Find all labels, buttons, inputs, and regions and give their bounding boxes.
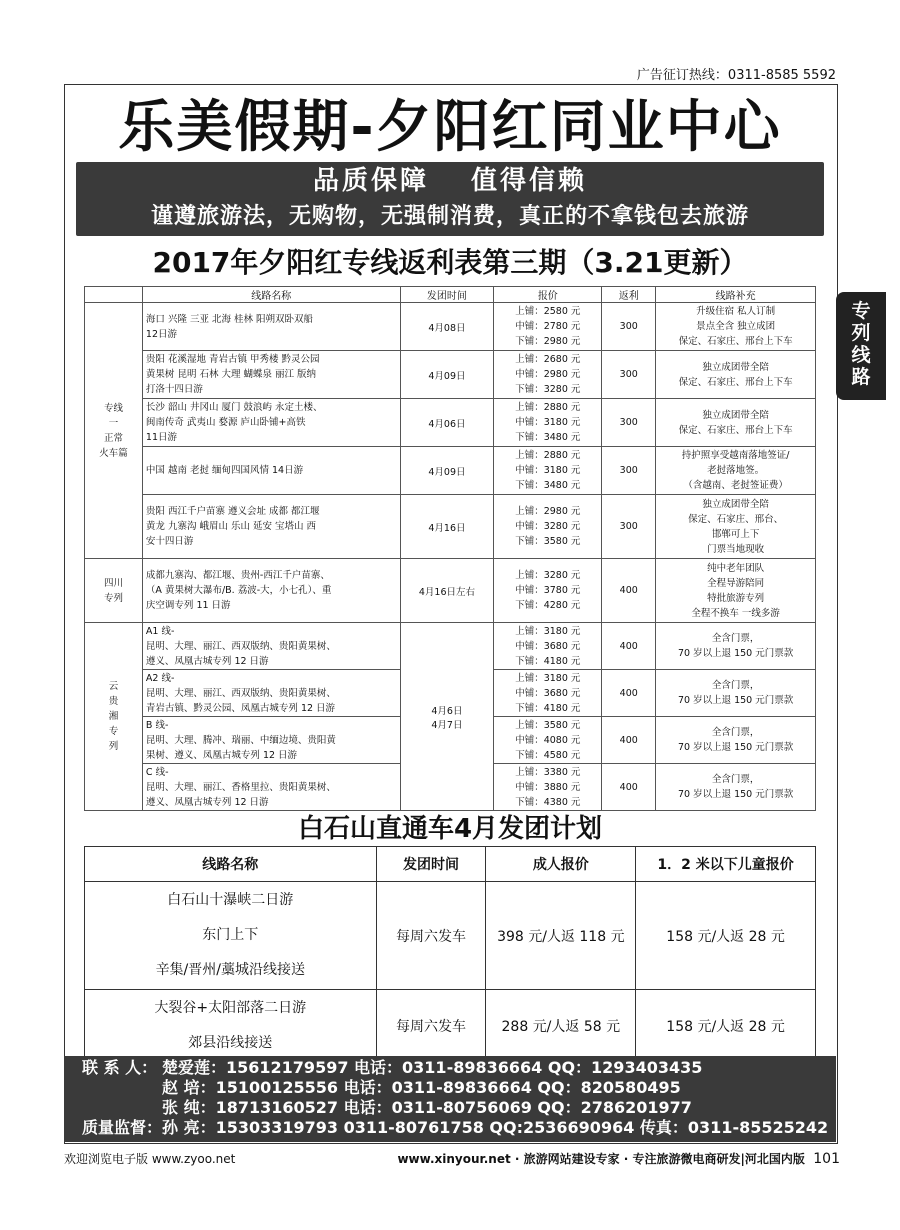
table-row	[85, 990, 816, 1063]
table-row	[85, 351, 816, 399]
footer-slogan: www.xinyour.net · 旅游网站建设专家 · 专注旅游微电商研发|河北国内版	[397, 1152, 805, 1166]
table-row	[85, 623, 816, 670]
rebate-cell: 300	[602, 351, 656, 399]
date-cell: 4月6日 4月7日	[400, 623, 494, 811]
contact-label: 质量监督：	[82, 1118, 163, 1137]
header-adult-price: 成人报价	[486, 847, 636, 882]
ad-hotline: 广告征订热线：0311-8585 5592	[636, 68, 836, 83]
contact-text: 孙 亮：15303319793 0311-80761758 QQ:2536690964 传真：0311-85525242	[162, 1118, 829, 1137]
date-cell: 4月09日	[400, 447, 494, 495]
side-tab-char: 专	[851, 300, 871, 322]
header-rebate: 返利	[602, 287, 656, 303]
header-note: 线路补充	[656, 287, 816, 303]
route-cell: 贵阳 花溪湿地 青岩古镇 甲秀楼 黔灵公园 黄果树 昆明 石林 大理 蝴蝶泉 丽江 版纳 打洛十四日游	[142, 351, 400, 399]
route-cell: C 线- 昆明、大理、丽江、香格里拉、贵阳黄果树、 遵义、凤凰古城专列 12 日游	[142, 764, 400, 811]
price-cell: 上铺：2680 元 中铺：2980 元 下铺：3280 元	[494, 351, 602, 399]
header-route: 线路名称	[142, 287, 400, 303]
slogan-line-1: 品质保障 值得信赖	[312, 166, 588, 196]
table-row	[85, 882, 816, 990]
note-cell: 全含门票， 70 岁以上退 150 元门票款	[656, 717, 816, 764]
child-price-cell: 158 元/人返 28 元	[636, 990, 816, 1063]
rebate-table-title: 2017年夕阳红专线返利表第三期（3.21更新）	[152, 246, 748, 279]
date-cell: 4月16日	[400, 495, 494, 559]
date-cell: 4月16日左右	[400, 559, 494, 623]
adult-price-cell: 398 元/人返 118 元	[486, 882, 636, 990]
table-row	[85, 447, 816, 495]
route-cell: A2 线- 昆明、大理、丽江、西双版纳、贵阳黄果树、 青岩古镇、黔灵公园、凤凰古城专列 12 日游	[142, 670, 400, 717]
rebate-cell: 300	[602, 399, 656, 447]
header-date: 发团时间	[400, 287, 494, 303]
table-header-row	[85, 847, 816, 882]
contact-label: 联 系 人：	[82, 1058, 158, 1077]
header-route: 线路名称	[85, 847, 377, 882]
side-tab-char: 列	[851, 322, 871, 344]
price-cell: 上铺：3380 元 中铺：3880 元 下铺：4380 元	[494, 764, 602, 811]
date-cell: 4月08日	[400, 303, 494, 351]
bus-plan-title: 白石山直通车4月发团计划	[297, 814, 603, 844]
contact-row	[82, 1078, 836, 1098]
bus-plan-table	[84, 846, 816, 1063]
contact-row	[82, 1058, 836, 1078]
contact-panel	[64, 1056, 836, 1142]
side-tab-special-lines	[836, 292, 886, 400]
route-cell: 贵阳 西江千户苗寨 遵义会址 成都 都江堰 黄龙 九寨沟 峨眉山 乐山 延安 宝塔山 西 安十四日游	[142, 495, 400, 559]
table-row	[85, 495, 816, 559]
price-cell: 上铺：3180 元 中铺：3680 元 下铺：4180 元	[494, 670, 602, 717]
date-cell: 每周六发车	[376, 882, 486, 990]
route-cell: 大裂谷+太阳部落二日游 郊县沿线接送	[85, 990, 377, 1063]
price-cell: 上铺：3180 元 中铺：3680 元 下铺：4180 元	[494, 623, 602, 670]
category-sichuan: 四川 专列	[85, 559, 143, 623]
header-date: 发团时间	[376, 847, 486, 882]
route-cell: 长沙 韶山 井冈山 厦门 鼓浪屿 永定土楼、 闽南传奇 武夷山 婺源 庐山卧铺+高铁 11日游	[142, 399, 400, 447]
rebate-cell: 400	[602, 559, 656, 623]
footer-website: 欢迎浏览电子版 www.zyoo.net	[64, 1152, 236, 1166]
note-cell: 纯中老年团队 全程导游陪同 特批旅游专列 全程不换车 一线多游	[656, 559, 816, 623]
note-cell: 全含门票， 70 岁以上退 150 元门票款	[656, 670, 816, 717]
header-child-price: 1．2 米以下儿童报价	[636, 847, 816, 882]
table-row	[85, 559, 816, 623]
note-cell: 独立成团带全陪 保定、石家庄、邢台上下车	[656, 399, 816, 447]
price-cell: 上铺：2880 元 中铺：3180 元 下铺：3480 元	[494, 399, 602, 447]
note-cell: 全含门票， 70 岁以上退 150 元门票款	[656, 623, 816, 670]
rebate-cell: 300	[602, 447, 656, 495]
date-cell: 每周六发车	[376, 990, 486, 1063]
category-yungui: 云 贵 湘 专 列	[85, 623, 143, 811]
price-cell: 上铺：2980 元 中铺：3280 元 下铺：3580 元	[494, 495, 602, 559]
side-tab-char: 线	[851, 344, 871, 366]
note-cell: 独立成团带全陪 保定、石家庄、邢台、 邯郸可上下 门票当地现收	[656, 495, 816, 559]
contact-row	[82, 1098, 836, 1118]
table-header-row	[85, 287, 816, 303]
side-tab-char: 路	[851, 366, 871, 388]
child-price-cell: 158 元/人返 28 元	[636, 882, 816, 990]
note-cell: 独立成团带全陪 保定、石家庄、邢台上下车	[656, 351, 816, 399]
adult-price-cell: 288 元/人返 58 元	[486, 990, 636, 1063]
rebate-cell: 300	[602, 303, 656, 351]
category-train: 专线 一 正常 火车篇	[85, 303, 143, 559]
route-cell: 成都九寨沟、都江堰、贵州-西江千户苗寨、 （A 黄果树大瀑布/B. 荔波-大，小七孔）、重 庆空调专列 11 日游	[142, 559, 400, 623]
price-cell: 上铺：3280 元 中铺：3780 元 下铺：4280 元	[494, 559, 602, 623]
contact-text: 楚爱莲：15612179597 电话：0311-89836664 QQ：1293403435	[162, 1058, 703, 1077]
rebate-cell: 400	[602, 670, 656, 717]
rebate-cell: 400	[602, 717, 656, 764]
rebate-table	[84, 286, 816, 811]
contact-text: 张 纯：18713160527 电话：0311-80756069 QQ：2786201977	[162, 1098, 692, 1117]
route-cell: A1 线- 昆明、大理、丽江、西双版纳、贵阳黄果树、 遵义、凤凰古城专列 12 日游	[142, 623, 400, 670]
price-cell: 上铺：2580 元 中铺：2780 元 下铺：2980 元	[494, 303, 602, 351]
page-number: 101	[813, 1151, 840, 1167]
note-cell: 持护照享受越南落地签证/ 老挝落地签。 （含越南、老挝签证费）	[656, 447, 816, 495]
price-cell: 上铺：2880 元 中铺：3180 元 下铺：3480 元	[494, 447, 602, 495]
page-title: 乐美假期-夕阳红同业中心	[118, 95, 782, 160]
route-cell: 白石山十瀑峡二日游 东门上下 辛集/晋州/藁城沿线接送	[85, 882, 377, 990]
rebate-cell: 300	[602, 495, 656, 559]
table-row	[85, 303, 816, 351]
route-cell: B 线- 昆明、大理、腾冲、瑞丽、中缅边境、贵阳黄 果树、遵义、凤凰古城专列 12 日游	[142, 717, 400, 764]
route-cell: 中国 越南 老挝 缅甸四国风情 14日游	[142, 447, 400, 495]
note-cell: 升级住宿 私人订制 景点全含 独立成团 保定、石家庄、邢台上下车	[656, 303, 816, 351]
contact-text: 赵 培：15100125556 电话：0311-89836664 QQ：820580495	[162, 1078, 681, 1097]
note-cell: 全含门票， 70 岁以上退 150 元门票款	[656, 764, 816, 811]
header-price: 报价	[494, 287, 602, 303]
route-cell: 海口 兴隆 三亚 北海 桂林 阳朔双卧双船 12日游	[142, 303, 400, 351]
table-row	[85, 399, 816, 447]
date-cell: 4月09日	[400, 351, 494, 399]
price-cell: 上铺：3580 元 中铺：4080 元 下铺：4580 元	[494, 717, 602, 764]
rebate-cell: 400	[602, 623, 656, 670]
slogan-banner	[76, 162, 824, 236]
slogan-line-2: 谨遵旅游法，无购物，无强制消费，真正的不拿钱包去旅游	[150, 204, 749, 229]
date-cell: 4月06日	[400, 399, 494, 447]
contact-row	[82, 1118, 836, 1138]
footer-info	[397, 1150, 840, 1167]
rebate-cell: 400	[602, 764, 656, 811]
